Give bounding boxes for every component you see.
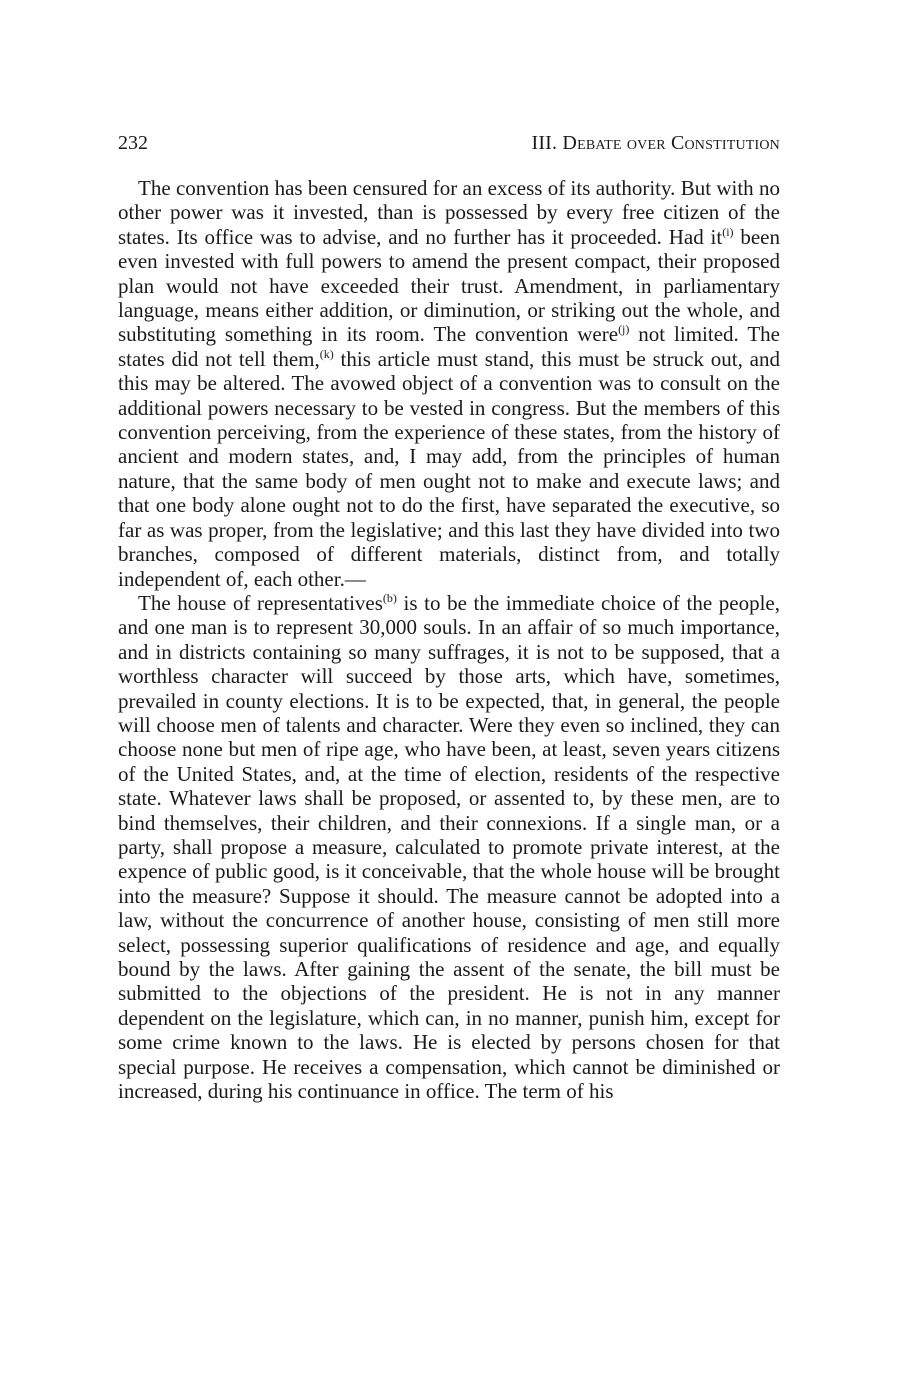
body-text xyxy=(118,176,780,1103)
paragraph-2 xyxy=(118,591,780,1104)
paragraph-1 xyxy=(118,176,780,591)
running-head-title: III. Debate over Constitution xyxy=(531,132,780,154)
footnote-ref-j: (j) xyxy=(618,322,630,337)
footnote-ref-k: (k) xyxy=(319,346,334,361)
paragraph-text: The convention has been censured for an excess of its authority. But with no other power was it invested, than is possessed by every free citizen of the states. Its office was to advise, and no further has it proceeded. Had it xyxy=(118,176,780,249)
paragraph-text: not limited. The states did not tell them, xyxy=(118,322,780,371)
footnote-ref-b: (b) xyxy=(382,590,397,605)
paragraph-text: is to be the immediate choice of the people, and one man is to represent 30,000 souls. In an affair of so much importance, and in districts containing so many suffrages, it is not to be supposed, that a worthless character will succeed by those arts, which have, sometimes, prevailed in county elections. It is to be expected, that, in general, the people will choose men of talents and character. Were they even so inclined, they can choose none but men of ripe age, who have been, at least, seven years citizens of the United States, and, at the time of election, residents of the respective state. Whatever laws shall be proposed, or assented to, by these men, are to bind themselves, their children, and their connexions. If a single man, or a party, shall propose a measure, calculated to promote private interest, at the expence of public good, is it conceivable, that the whole house will be brought into the measure? Suppose it should. The measure cannot be adopted into a law, without the concurrence of another house, consisting of men still more select, possessing superior qualifications of residence and age, and equally bound by the laws. After gaining the assent of the senate, the bill must be submitted to the objections of the president. He is not in any manner dependent on the legislature, which can, in no manner, punish him, except for some crime known to the laws. He is elected by persons chosen for that special purpose. He receives a compensation, which cannot be diminished or increased, during his continuance in office. The term of his xyxy=(118,590,781,1104)
running-head xyxy=(118,128,780,158)
page-number: 232 xyxy=(118,132,148,154)
paragraph-text: The house of representatives xyxy=(138,590,383,615)
paragraph-text: this article must stand, this must be struck out, and this may be altered. The avowed object of a convention was to consult on the additional powers necessary to be vested in congress. But the members of this convention perceiving, from the experience of these states, from the history of ancient and modern states, and, I may add, from the principles of human nature, that the same body of men ought not to make and execute laws; and that one body alone ought not to do the first, have separated the executive, so far as was proper, from the legislative; and this last they have divided into two branches, composed of different materials, distinct from, and totally independent of, each other.— xyxy=(118,346,780,591)
footnote-ref-i: (i) xyxy=(722,224,734,239)
book-page xyxy=(118,128,780,1103)
paragraph-text: been even invested with full powers to amend the present compact, their proposed plan would not have exceeded their trust. Amendment, in parliamentary language, means either addition, or diminution, or striking out the whole, and substituting something in its room. The convention were xyxy=(118,224,780,347)
